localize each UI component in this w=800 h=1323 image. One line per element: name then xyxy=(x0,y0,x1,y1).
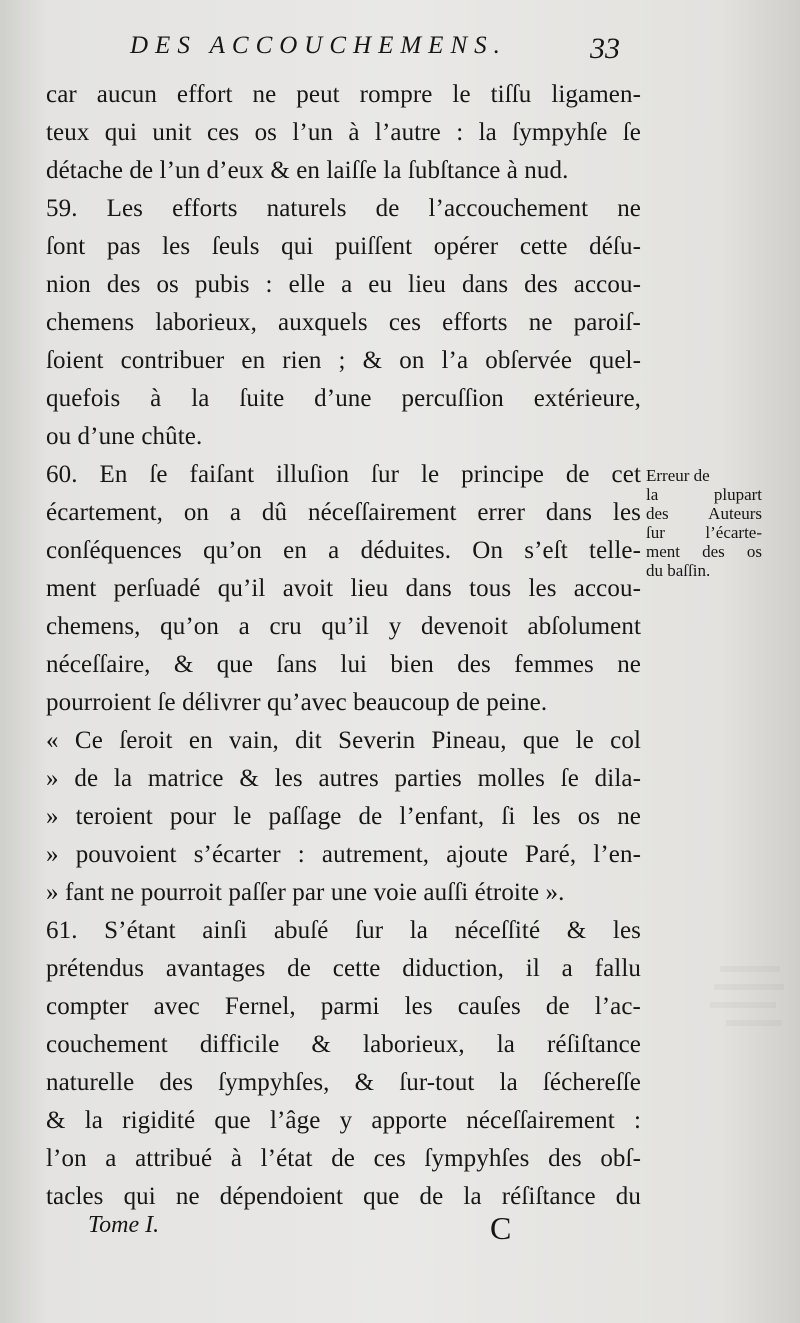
text-line: » de la matrice & les autres parties molles ſe dila- xyxy=(46,765,641,792)
text-line: « Ce ſeroit en vain, dit Severin Pineau, que le col xyxy=(46,727,641,754)
text-line: » pouvoient s’écarter : autrement, ajoute Paré, l’en- xyxy=(46,841,641,868)
text-line: compter avec Fernel, parmi les cauſes de l’ac- xyxy=(46,993,641,1020)
page-footer xyxy=(0,1210,800,1252)
text-line: » fant ne pourroit paſſer par une voie auſſi étroite ». xyxy=(46,879,565,906)
text-line: quefois à la ſuite d’une percuſſion extérieure, xyxy=(46,385,641,412)
text-line: ſoient contribuer en rien ; & on l’a obſervée quel- xyxy=(46,347,641,374)
text-line: chemens laborieux, auxquels ces efforts ne paroiſ- xyxy=(46,309,641,336)
margin-note-line: du baſſin. xyxy=(646,561,711,580)
signature-mark: C xyxy=(490,1210,512,1246)
text-line: l’on a attribué à l’état de ces ſympyhſes des obſ- xyxy=(46,1145,641,1172)
margin-note xyxy=(646,466,762,580)
show-through-shadow xyxy=(690,960,790,1050)
text-line: néceſſaire, & que ſans lui bien des femmes ne xyxy=(46,651,641,678)
text-line: écartement, on a dû néceſſairement errer dans les xyxy=(46,499,641,526)
text-line: pourroient ſe délivrer qu’avec beaucoup de peine. xyxy=(46,689,548,716)
running-head: DES ACCOUCHEMENS. xyxy=(130,32,507,59)
bleed-marks xyxy=(690,960,790,1050)
margin-note-line: ment des os xyxy=(646,542,762,561)
volume-label: Tome I. xyxy=(88,1212,160,1238)
text-line: détache de l’un d’eux & en laiſſe la ſubſtance à nud. xyxy=(46,157,569,184)
text-line: » teroient pour le paſſage de l’enfant, ſi les os ne xyxy=(46,803,641,830)
text-line: ment perſuadé qu’il avoit lieu dans tous les accou- xyxy=(46,575,641,602)
page-header xyxy=(0,32,800,72)
text-line: 61. S’étant ainſi abuſé ſur la néceſſité & les xyxy=(46,917,641,944)
body-text xyxy=(46,76,641,1216)
text-line: prétendus avantages de cette diduction, il a fallu xyxy=(46,955,641,982)
page-number: 33 xyxy=(590,32,620,65)
margin-note-line: la plupart xyxy=(646,485,762,504)
text-line: car aucun effort ne peut rompre le tiſſu ligamen- xyxy=(46,81,641,108)
margin-note-line: Erreur de xyxy=(646,466,710,485)
text-line: couchement difficile & laborieux, la réſiſtance xyxy=(46,1031,641,1058)
text-line: ou d’une chûte. xyxy=(46,423,203,450)
text-line: ſont pas les ſeuls qui puiſſent opérer cette déſu- xyxy=(46,233,641,260)
text-line: tacles qui ne dépendoient que de la réſiſtance du xyxy=(46,1183,641,1210)
text-line: nion des os pubis : elle a eu lieu dans des accou- xyxy=(46,271,641,298)
text-line: chemens, qu’on a cru qu’il y devenoit abſolument xyxy=(46,613,641,640)
margin-note-line: ſur l’écarte- xyxy=(646,523,762,542)
text-line: naturelle des ſympyhſes, & ſur-tout la ſéchereſſe xyxy=(46,1069,641,1096)
text-line: & la rigidité que l’âge y apporte néceſſairement : xyxy=(46,1107,641,1134)
text-line: teux qui unit ces os l’un à l’autre : la ſympyhſe ſe xyxy=(46,119,641,146)
text-line: 60. En ſe faiſant illuſion ſur le principe de cet xyxy=(46,461,641,488)
margin-note-line: des Auteurs xyxy=(646,504,762,523)
text-line: conſéquences qu’on en a déduites. On s’eſt telle- xyxy=(46,537,641,564)
text-line: 59. Les efforts naturels de l’accouchement ne xyxy=(46,195,641,222)
